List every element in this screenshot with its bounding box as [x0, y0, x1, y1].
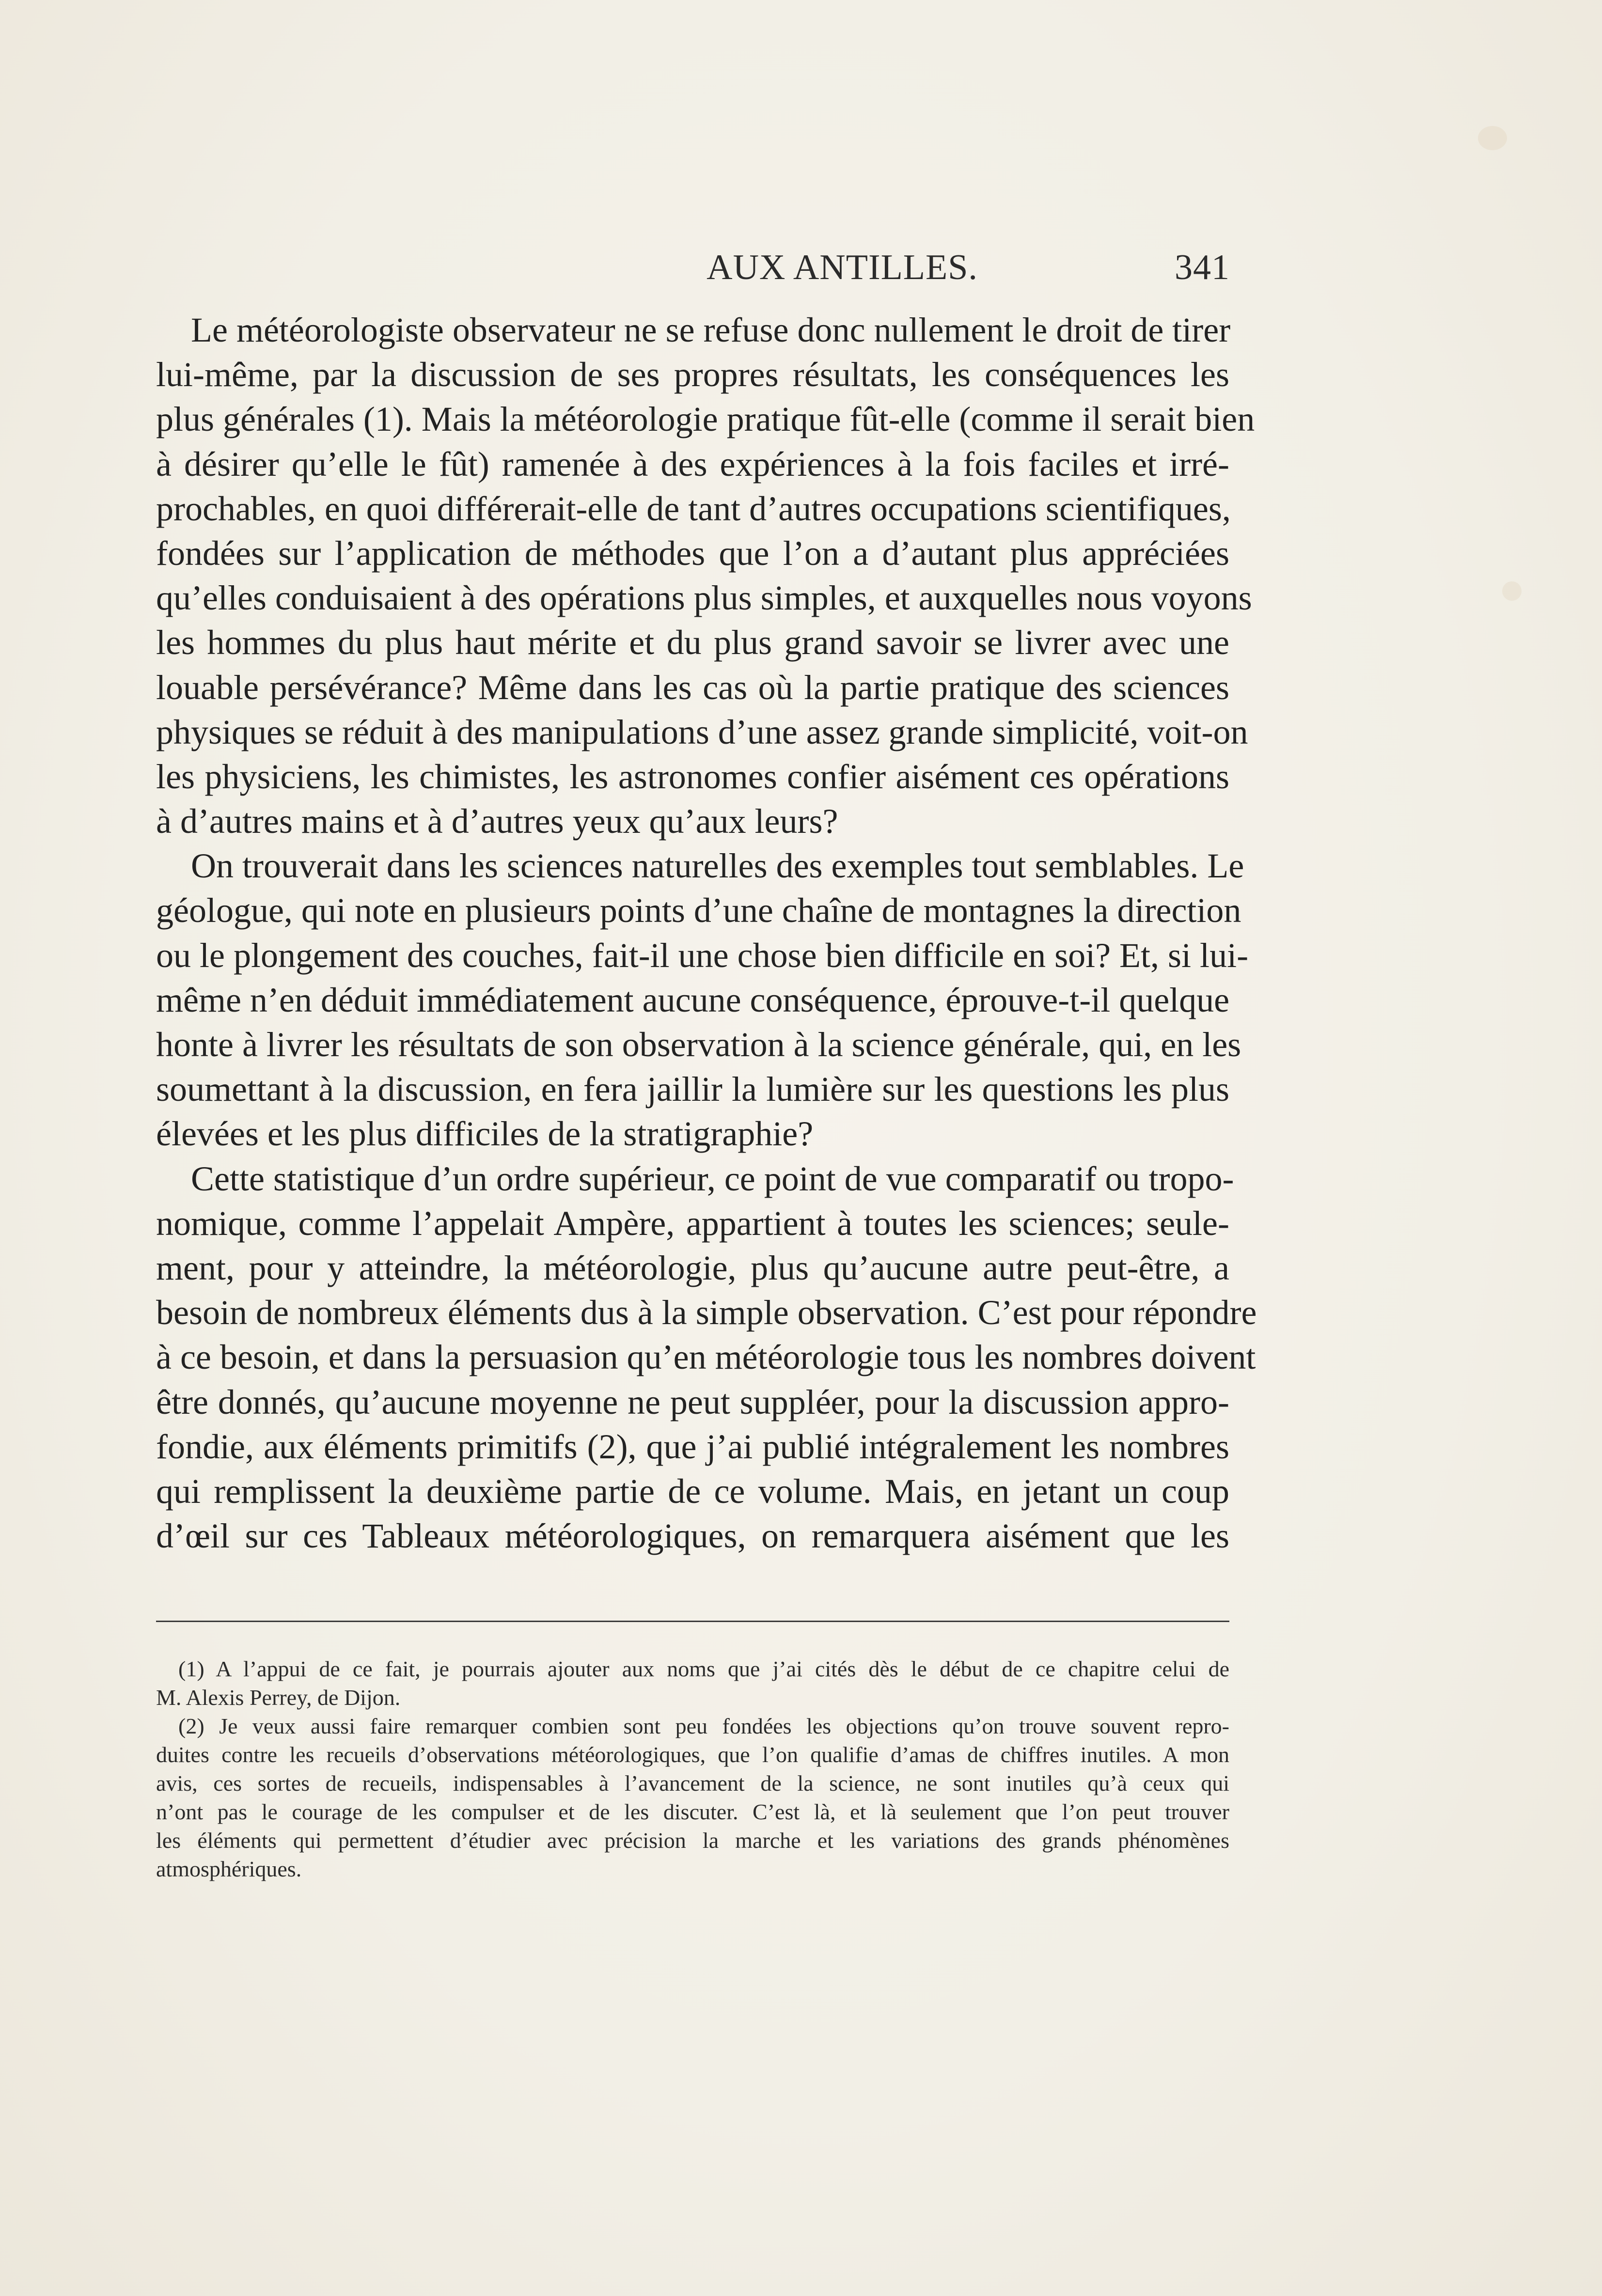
body-line: nomique, comme l’appelait Ampère, appartient à toutes les sciences; seule-	[156, 1203, 1229, 1243]
footnote-line: les éléments qui permettent d’étudier avec précision la marche et les variations des grands phénomènes	[156, 1828, 1229, 1853]
footnote-line: (1) A l’appui de ce fait, je pourrais ajouter aux noms que j’ai cités dès le début de ce chapitre celui de	[178, 1656, 1229, 1681]
page-number: 341	[1175, 248, 1230, 287]
body-line: Le météorologiste observateur ne se refuse donc nullement le droit de tirer	[191, 311, 1231, 349]
footnote-line: n’ont pas le courage de les compulser et de les discuter. C’est là, et là seulement que l’on peut trouver	[156, 1799, 1229, 1824]
body-line: fondie, aux éléments primitifs (2), que j’ai publié intégralement les nombres	[156, 1427, 1229, 1466]
body-line: qui remplissent la deuxième partie de ce volume. Mais, en jetant un coup	[156, 1471, 1229, 1511]
body-line: à ce besoin, et dans la persuasion qu’en météorologie tous les nombres doivent	[156, 1338, 1256, 1377]
body-line: fondées sur l’application de méthodes que l’on a d’autant plus appréciées	[156, 533, 1229, 573]
body-line: être donnés, qu’aucune moyenne ne peut suppléer, pour la discussion appro-	[156, 1382, 1229, 1421]
footnote-line: atmosphériques.	[156, 1857, 302, 1881]
body-line: d’œil sur ces Tableaux météorologiques, on remarquera aisément que les	[156, 1516, 1229, 1556]
body-line: géologue, qui note en plusieurs points d’une chaîne de montagnes la direction	[156, 891, 1241, 930]
footnote-line: (2) Je veux aussi faire remarquer combien sont peu fondées les objections qu’on trouve souvent repro-	[178, 1714, 1229, 1738]
body-line: ment, pour y atteindre, la météorologie, plus qu’aucune autre peut-être, a	[156, 1248, 1229, 1287]
body-line: Cette statistique d’un ordre supérieur, ce point de vue comparatif ou tropo-	[191, 1159, 1234, 1198]
body-line: On trouverait dans les sciences naturelles des exemples tout semblables. Le	[191, 846, 1244, 886]
body-line: les physiciens, les chimistes, les astronomes confier aisément ces opérations	[156, 757, 1229, 796]
body-line: les hommes du plus haut mérite et du plus grand savoir se livrer avec une	[156, 623, 1229, 662]
body-line: besoin de nombreux éléments dus à la simple observation. C’est pour répondre	[156, 1293, 1257, 1332]
body-line: même n’en déduit immédiatement aucune conséquence, éprouve-t-il quelque	[156, 980, 1230, 1019]
footnote-rule	[156, 1621, 1229, 1622]
body-line: lui-même, par la discussion de ses propres résultats, les conséquences les	[156, 355, 1229, 394]
body-line: ou le plongement des couches, fait-il une chose bien difficile en soi? Et, si lui-	[156, 936, 1249, 975]
footnote-line: duites contre les recueils d’observations météorologiques, que l’on qualifie d’amas de chiffres inutiles. A mon	[156, 1742, 1229, 1767]
footnote-line: M. Alexis Perrey, de Dijon.	[156, 1685, 401, 1710]
running-head-title: AUX ANTILLES.	[707, 248, 978, 287]
body-line: plus générales (1). Mais la météorologie pratique fût-elle (comme il serait bien	[156, 400, 1255, 439]
body-line: qu’elles conduisaient à des opérations plus simples, et auxquelles nous voyons	[156, 578, 1252, 618]
body-text	[156, 308, 1257, 1558]
paper-stain	[1478, 126, 1507, 150]
body-line: prochables, en quoi différerait-elle de tant d’autres occupations scientifiques,	[156, 489, 1231, 528]
footnotes	[156, 1655, 1229, 1883]
body-line: élevées et les plus difficiles de la stratigraphie?	[156, 1114, 814, 1154]
body-line: honte à livrer les résultats de son observation à la science générale, qui, en les	[156, 1025, 1241, 1064]
paper-stain	[1502, 581, 1522, 601]
body-line: physiques se réduit à des manipulations d’une assez grande simplicité, voit-on	[156, 712, 1248, 751]
footnote-line: avis, ces sortes de recueils, indispensables à l’avancement de la science, ne sont inutiles qu’à ceux qui	[156, 1771, 1229, 1796]
body-line: à d’autres mains et à d’autres yeux qu’aux leurs?	[156, 802, 838, 841]
body-line: à désirer qu’elle le fût) ramenée à des expériences à la fois faciles et irré-	[156, 444, 1229, 484]
body-line: soumettant à la discussion, en fera jaillir la lumière sur les questions les plus	[156, 1070, 1229, 1109]
running-head	[508, 247, 1230, 296]
body-line: louable persévérance? Même dans les cas où la partie pratique des sciences	[156, 668, 1229, 707]
